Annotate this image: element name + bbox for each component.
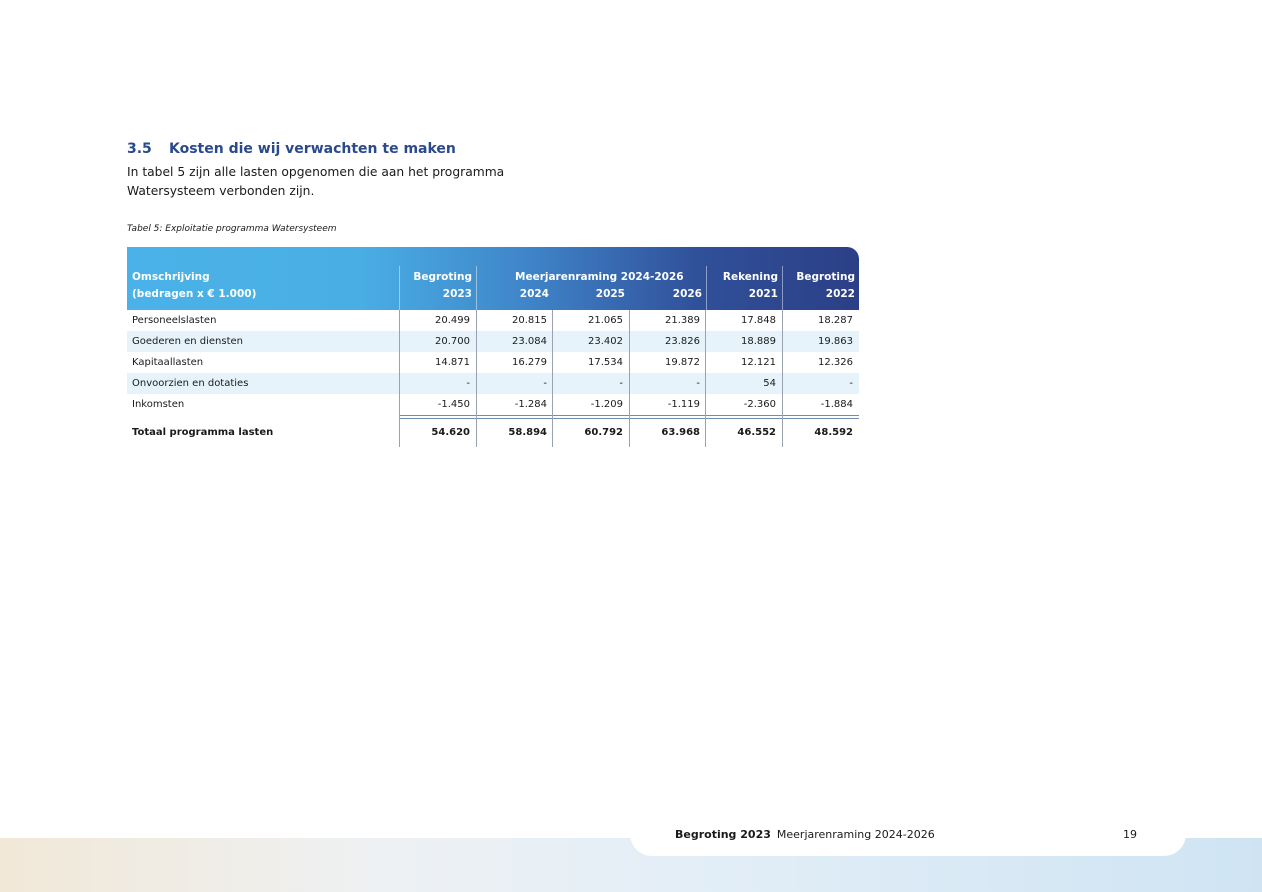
cell-value: 12.326 [818, 357, 853, 368]
row-label: Inkomsten [132, 399, 185, 410]
column-divider [476, 310, 477, 447]
header-begroting-year: 2023 [442, 288, 472, 300]
cell-value: 23.402 [588, 336, 623, 347]
header-divider [706, 266, 707, 310]
total-value: 63.968 [661, 427, 700, 438]
section-title: Kosten die wij verwachten te maken [169, 141, 456, 157]
column-divider [552, 310, 553, 447]
cell-value: 12.121 [741, 357, 776, 368]
header-description-line1: Omschrijving [132, 271, 210, 283]
cell-value: 14.871 [435, 357, 470, 368]
header-divider [399, 266, 400, 310]
cell-value: -1.119 [667, 399, 700, 410]
page-number: 19 [1123, 828, 1137, 841]
cell-value: 21.065 [588, 315, 623, 326]
table-header [127, 247, 859, 310]
total-value: 58.894 [508, 427, 547, 438]
footer-document-title [675, 828, 935, 841]
cell-value: - [696, 378, 700, 389]
cell-value: -1.209 [590, 399, 623, 410]
cell-value: 23.826 [665, 336, 700, 347]
total-value: 46.552 [737, 427, 776, 438]
header-description-line2: (bedragen x € 1.000) [132, 288, 257, 300]
row-label: Goederen en diensten [132, 336, 243, 347]
cell-value: 18.287 [818, 315, 853, 326]
cell-value: - [849, 378, 853, 389]
row-label: Kapitaallasten [132, 357, 204, 368]
cell-value: - [466, 378, 470, 389]
column-divider [705, 310, 706, 447]
header-meerjarenraming: Meerjarenraming 2024-2026 [515, 271, 684, 283]
cell-value: -1.450 [437, 399, 470, 410]
cell-value: 54 [763, 378, 776, 389]
column-divider [782, 310, 783, 447]
column-divider [629, 310, 630, 447]
cell-value: -1.884 [820, 399, 853, 410]
cell-value: - [543, 378, 547, 389]
header-begroting-label: Begroting [413, 271, 472, 283]
cell-value: 23.084 [512, 336, 547, 347]
header-begroting-2022 [782, 269, 855, 303]
header-rekening-year: 2021 [748, 288, 778, 300]
cell-value: -2.360 [743, 399, 776, 410]
cell-value: 16.279 [512, 357, 547, 368]
cell-value: 18.889 [741, 336, 776, 347]
header-description [132, 269, 256, 303]
cell-value: 17.848 [741, 315, 776, 326]
exploitatie-table [127, 247, 859, 445]
header-year-2024: 2024 [519, 288, 549, 300]
cell-value: 20.815 [512, 315, 547, 326]
header-begroting-2023 [399, 269, 472, 303]
footer-subtitle: Meerjarenraming 2024-2026 [776, 828, 935, 841]
table-row-total [127, 419, 859, 445]
header-rekening-label: Rekening [722, 271, 778, 283]
header-begroting2-label: Begroting [796, 271, 855, 283]
column-divider [399, 310, 400, 447]
table-row-kapitaallasten [127, 352, 859, 373]
footer-title: Begroting 2023 [675, 828, 771, 841]
total-value: 60.792 [584, 427, 623, 438]
table-row-inkomsten [127, 394, 859, 415]
table-caption: Tabel 5: Exploitatie programma Watersysteem [127, 224, 337, 234]
header-year-2026: 2026 [672, 288, 702, 300]
total-value: 54.620 [431, 427, 470, 438]
cell-value: 21.389 [665, 315, 700, 326]
header-divider [476, 266, 477, 310]
section-heading [127, 141, 456, 157]
intro-paragraph: In tabel 5 zijn alle lasten opgenomen die aan het programma Watersysteem verbonden zijn. [127, 165, 505, 198]
cell-value: -1.284 [514, 399, 547, 410]
total-value: 48.592 [814, 427, 853, 438]
header-year-2025: 2025 [595, 288, 625, 300]
total-label: Totaal programma lasten [132, 427, 274, 438]
cell-value: 20.700 [435, 336, 470, 347]
cell-value: 20.499 [435, 315, 470, 326]
header-begroting2-year: 2022 [825, 288, 855, 300]
cell-value: 19.863 [818, 336, 853, 347]
row-label: Onvoorzien en dotaties [132, 378, 249, 389]
table-row-onvoorzien-en-dotaties [127, 373, 859, 394]
section-number: 3.5 [127, 141, 152, 157]
row-label: Personeelslasten [132, 315, 217, 326]
cell-value: 19.872 [665, 357, 700, 368]
header-divider [782, 266, 783, 310]
table-row-personeelslasten [127, 310, 859, 331]
table-row-goederen-en-diensten [127, 331, 859, 352]
cell-value: - [619, 378, 623, 389]
cell-value: 17.534 [588, 357, 623, 368]
header-rekening-2021 [706, 269, 778, 303]
